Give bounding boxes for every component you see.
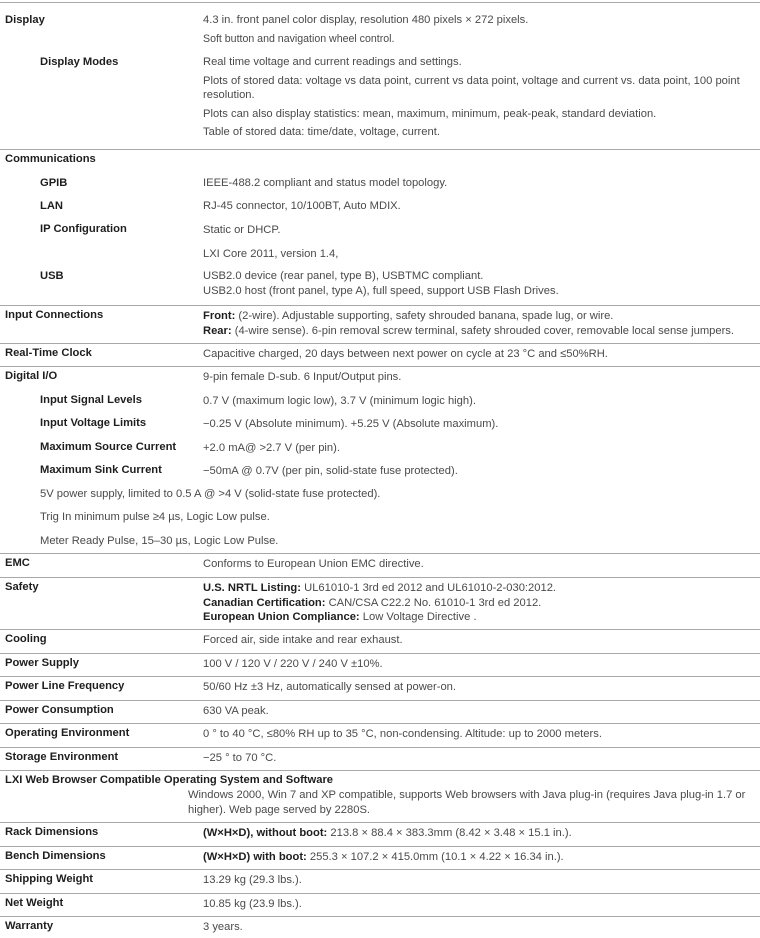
row-cooling (0, 629, 760, 653)
display-mode-line: Table of stored data: time/date, voltage, current. (203, 126, 440, 138)
ip-label: IP Configuration (40, 223, 127, 235)
warranty-text: 3 years. (203, 921, 243, 933)
safety-label: Safety (5, 581, 39, 593)
row-safety (0, 577, 760, 629)
input-front-bold: Front: (203, 310, 236, 322)
storage-text: −25 ° to 70 °C. (203, 752, 277, 764)
ivl-text: −0.25 V (Absolute minimum). +5.25 V (Absolute maximum). (203, 418, 499, 430)
display-mode-line: Plots can also display statistics: mean, maximum, minimum, peak-peak, standard deviation. (203, 107, 657, 120)
ip-text: Static or DHCP. (203, 224, 281, 236)
row-lxi-web (0, 770, 760, 822)
row-rack-dimensions (0, 822, 760, 846)
bench-bold: (W×H×D) with boot: (203, 851, 307, 863)
safety-can-bold: Canadian Certification: (203, 596, 326, 609)
safety-eu-text: Low Voltage Directive . (359, 611, 477, 623)
storage-label: Storage Environment (5, 751, 119, 763)
warranty-value (203, 920, 756, 935)
msc-value (203, 441, 756, 456)
power-supply-text: 100 V / 120 V / 220 V / 240 V ±10%. (203, 658, 383, 670)
net-text: 10.85 kg (23.9 lbs.). (203, 898, 302, 910)
row-net-weight (0, 893, 760, 916)
emc-label: EMC (5, 557, 30, 569)
row-operating-environment (0, 723, 760, 747)
safety-value (203, 581, 756, 625)
usb-line: USB2.0 host (front panel, type A), full speed, support USB Flash Drives. (203, 284, 559, 297)
isl-text: 0.7 V (maximum logic low), 3.7 V (minimum logic high). (203, 395, 476, 407)
row-warranty (0, 916, 760, 938)
rtc-value (203, 347, 756, 362)
row-bench-dimensions (0, 846, 760, 869)
shipping-label: Shipping Weight (5, 873, 94, 885)
rack-text: 213.8 × 88.4 × 383.3mm (8.42 × 3.48 × 15.1 in.). (327, 827, 572, 839)
row-shipping-weight (0, 869, 760, 893)
shipping-text: 13.29 kg (29.3 lbs.). (203, 874, 302, 886)
input-rear-text: (4-wire sense). 6-pin removal screw terminal, safety shrouded cover, removable local sense jumpers. (231, 324, 735, 337)
msc-text: +2.0 mA@ >2.7 V (per pin). (203, 442, 340, 454)
rack-line (203, 826, 756, 841)
ip-value (203, 223, 756, 238)
bench-text: 255.3 × 107.2 × 415.0mm (10.1 × 4.22 × 16.34 in.). (306, 851, 564, 863)
cooling-label: Cooling (5, 633, 47, 645)
power-line-text: 50/60 Hz ±3 Hz, automatically sensed at power-on. (203, 681, 457, 693)
ivl-label: Input Voltage Limits (40, 417, 147, 429)
input-front-text: (2-wire). Adjustable supporting, safety shrouded banana, spade lug, or wire. (235, 310, 614, 322)
rtc-text: Capacitive charged, 20 days between next power on cycle at 23 °C and ≤50%RH. (203, 348, 608, 360)
bench-label: Bench Dimensions (5, 850, 106, 862)
storage-value (203, 751, 756, 766)
dio-text: 9-pin female D-sub. 6 Input/Output pins. (203, 371, 402, 383)
lxi-web-value: Windows 2000, Win 7 and XP compatible, supports Web browsers with Java plug-in (requires Java plug-in 1.7 or higher). Web page served by 2280S. (188, 789, 746, 816)
mskc-text: −50mA @ 0.7V (per pin, solid-state fuse protected). (203, 465, 458, 477)
input-rear (203, 324, 756, 339)
msc-label: Maximum Source Current (40, 441, 177, 453)
gpib-text: IEEE-488.2 compliant and status model topology. (203, 177, 448, 189)
display-mode-line: Real time voltage and current readings and settings. (203, 56, 462, 68)
usb-line: USB2.0 device (rear panel, type B), USBTMC compliant. (203, 270, 484, 282)
row-power-supply (0, 653, 760, 676)
net-label: Net Weight (5, 897, 64, 909)
lxi-web-label: LXI Web Browser Compatible Operating System and Software (5, 774, 334, 786)
safety-can-text: CAN/CSA C22.2 No. 61010-1 3rd ed 2012. (325, 596, 542, 609)
power-cons-label: Power Consumption (5, 704, 114, 716)
display-modes-value (203, 55, 756, 140)
display-line: Soft button and navigation wheel control. (203, 32, 395, 45)
row-storage-environment (0, 747, 760, 770)
safety-nrtl-text: UL61010-1 3rd ed 2012 and UL61010-2-030:2012. (301, 582, 557, 594)
bench-value (203, 850, 756, 865)
row-digital-io (0, 366, 760, 553)
display-mode-line: Plots of stored data: voltage vs data point, current vs data point, voltage and current vs. data point, 100 point resolution. (203, 74, 740, 101)
usb-label: USB (40, 270, 64, 282)
rtc-label: Real-Time Clock (5, 347, 92, 359)
net-value (203, 897, 756, 912)
power-line-value (203, 680, 756, 695)
communications-label: Communications (5, 153, 96, 165)
rack-label: Rack Dimensions (5, 826, 99, 838)
row-communications (0, 149, 760, 305)
rack-value (203, 826, 756, 841)
cooling-value (203, 633, 756, 648)
dio-note: Trig In minimum pulse ≥4 µs, Logic Low pulse. (40, 511, 270, 523)
display-value (203, 13, 756, 46)
emc-text: Conforms to European Union EMC directive. (203, 558, 424, 570)
dio-value (203, 370, 756, 385)
display-label: Display (5, 14, 45, 26)
rack-bold: (W×H×D), without boot: (203, 827, 328, 839)
input-value (203, 309, 756, 338)
input-label: Input Connections (5, 309, 104, 321)
power-line-label: Power Line Frequency (5, 680, 125, 692)
mskc-value (203, 464, 756, 479)
display-modes-label: Display Modes (40, 56, 119, 68)
usb-value (203, 269, 756, 298)
lan-value (203, 199, 756, 214)
row-rtc (0, 343, 760, 366)
power-cons-value (203, 704, 756, 719)
safety-eu (203, 610, 756, 625)
isl-label: Input Signal Levels (40, 394, 142, 406)
gpib-label: GPIB (40, 177, 68, 189)
power-supply-value (203, 657, 756, 672)
safety-can (203, 596, 756, 611)
row-input-connections (0, 305, 760, 343)
safety-eu-bold: European Union Compliance: (203, 611, 360, 623)
spec-table (0, 2, 760, 938)
op-env-value (203, 727, 756, 742)
safety-nrtl (203, 581, 756, 596)
gpib-value (203, 176, 756, 191)
safety-nrtl-bold: U.S. NRTL Listing: (203, 582, 301, 594)
input-rear-bold: Rear: (203, 324, 232, 337)
row-display (0, 2, 760, 149)
cooling-text: Forced air, side intake and rear exhaust. (203, 634, 403, 646)
display-line: 4.3 in. front panel color display, resolution 480 pixels × 272 pixels. (203, 14, 529, 26)
power-cons-text: 630 VA peak. (203, 705, 269, 717)
warranty-label: Warranty (5, 920, 54, 932)
power-supply-label: Power Supply (5, 657, 79, 669)
isl-value (203, 394, 756, 409)
row-power-line (0, 676, 760, 700)
dio-note: Meter Ready Pulse, 15–30 µs, Logic Low Pulse. (40, 535, 279, 547)
mskc-label: Maximum Sink Current (40, 464, 162, 476)
lan-label: LAN (40, 200, 63, 212)
dio-note: 5V power supply, limited to 0.5 A @ >4 V (solid-state fuse protected). (40, 488, 381, 500)
lan-text: RJ-45 connector, 10/100BT, Auto MDIX. (203, 200, 401, 212)
bench-line (203, 850, 756, 865)
emc-value (203, 557, 756, 572)
dio-label: Digital I/O (5, 370, 58, 382)
ivl-value (203, 417, 756, 432)
lxi-text: LXI Core 2011, version 1.4, (203, 248, 339, 260)
lxi-value (203, 247, 756, 262)
shipping-value (203, 873, 756, 888)
row-emc (0, 553, 760, 577)
op-env-text: 0 ° to 40 °C, ≤80% RH up to 35 °C, non-condensing. Altitude: up to 2000 meters. (203, 728, 602, 740)
input-front (203, 309, 756, 324)
row-power-consumption (0, 700, 760, 723)
op-env-label: Operating Environment (5, 727, 130, 739)
